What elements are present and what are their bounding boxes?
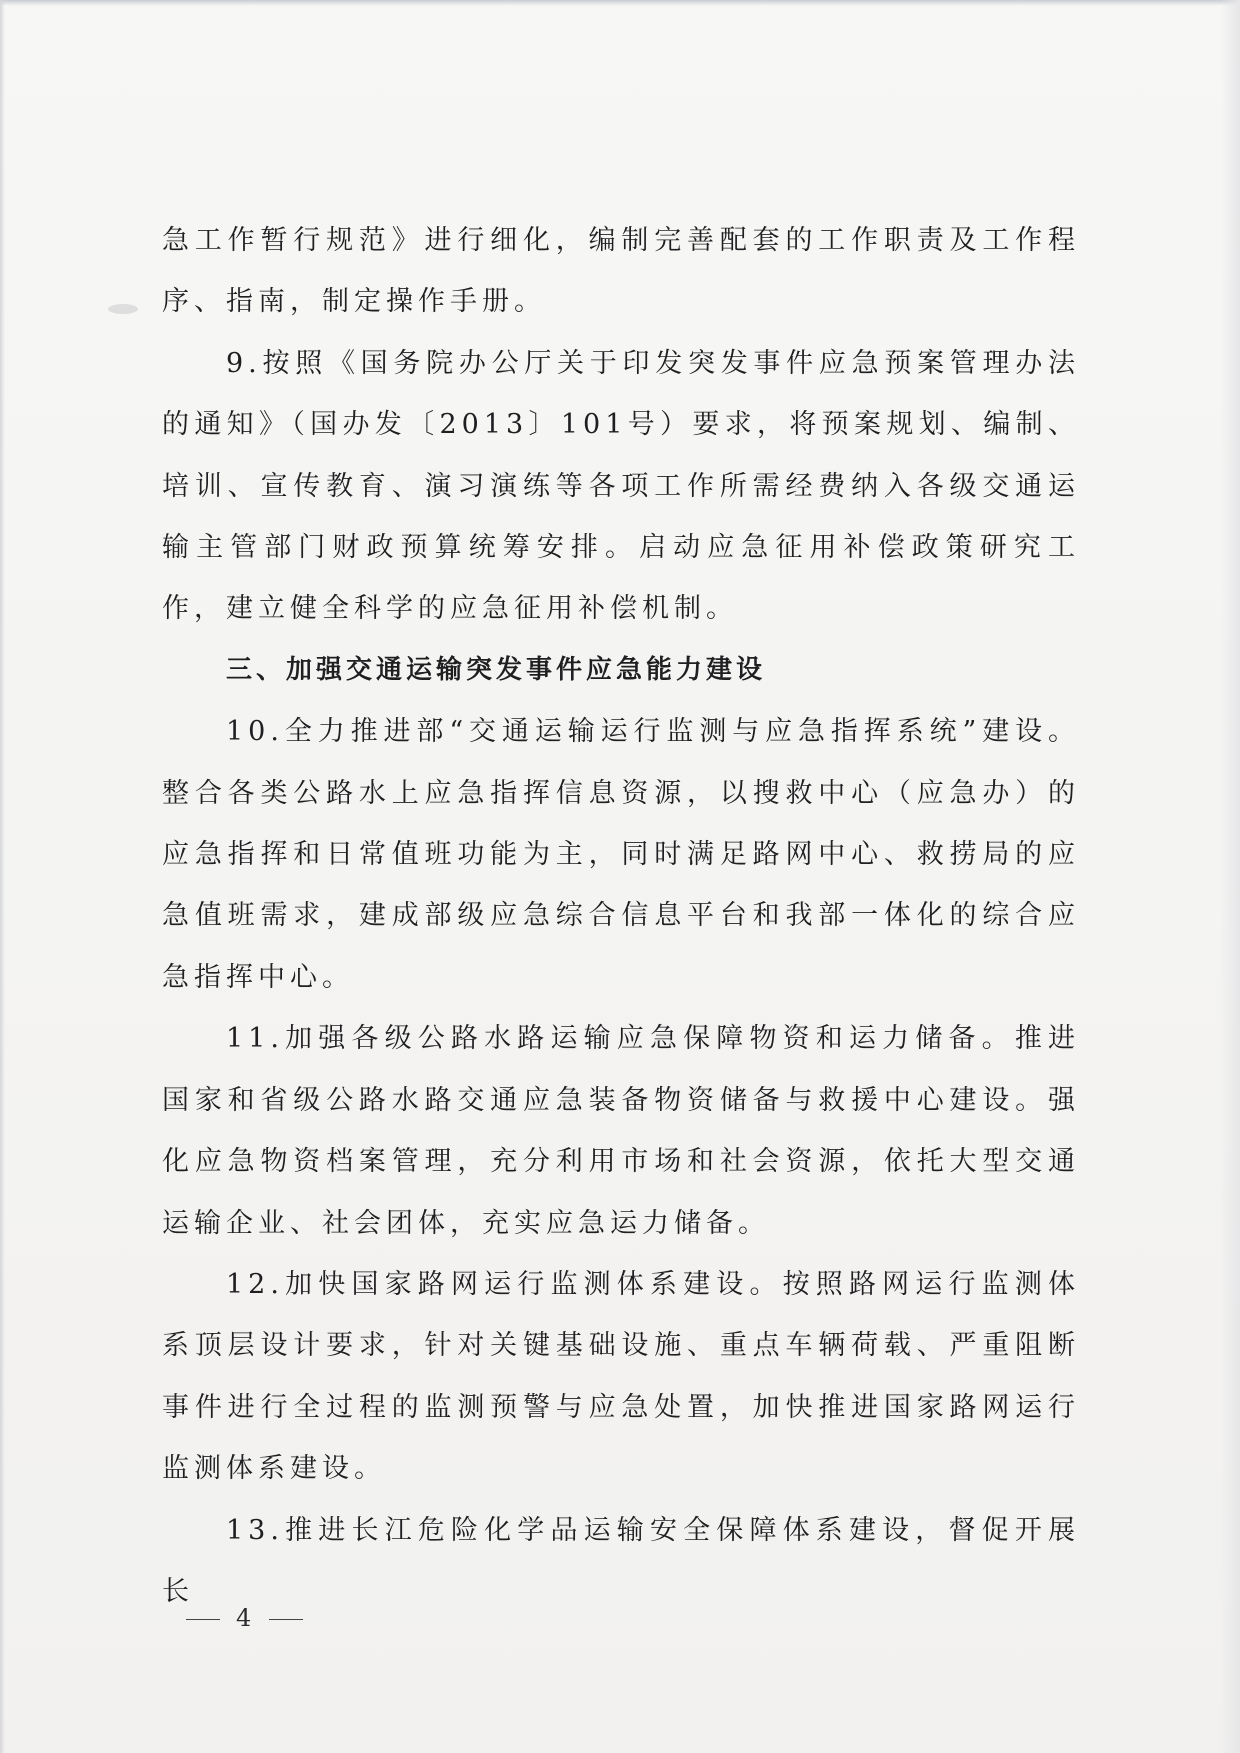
- scan-edge-top: [0, 0, 1240, 6]
- page-number: 4: [236, 1604, 254, 1632]
- paragraph-item-13: 13.推进长江危险化学品运输安全保障体系建设，督促开展长: [162, 1514, 1080, 1607]
- page-number-dash-right: [269, 1619, 303, 1620]
- paragraph-item-12: 12.加快国家路网运行监测体系建设。按照路网运行监测体系顶层设计要求，针对关键基础设施、重点车辆荷载、严重阻断事件进行全过程的监测预警与应急处置，加快推进国家路网运行监测体系建设。: [162, 1268, 1080, 1485]
- document-body: [162, 210, 1080, 1622]
- paragraph-item-11: 11.加强各级公路水路运输应急保障物资和运力储备。推进国家和省级公路水路交通应急装备物资储备与救援中心建设。强化应急物资档案管理，充分利用市场和社会资源，依托大型交通运输企业、社会团体，充实应急运力储备。: [162, 1023, 1080, 1239]
- paragraph-item-9: 9.按照《国务院办公厅关于印发突发事件应急预案管理办法的通知》（国办发〔2013〕101号）要求，将预案规划、编制、培训、宣传教育、演习演练等各项工作所需经费纳入各级交通运输主管部门财政预算统筹安排。启动应急征用补偿政策研究工作，建立健全科学的应急征用补偿机制。: [162, 347, 1080, 625]
- scan-edge-right: [1220, 0, 1240, 1753]
- page-footer: [186, 1604, 326, 1632]
- paragraph-item-10: 10.全力推进部“交通运输运行监测与应急指挥系统”建设。整合各类公路水上应急指挥信息资源，以搜救中心（应急办）的应急指挥和日常值班功能为主，同时满足路网中心、救捞局的应急值班需求，建成部级应急综合信息平台和我部一体化的综合应急指挥中心。: [162, 716, 1080, 993]
- page-number-dash-left: [186, 1619, 220, 1620]
- section-heading-3: 三、加强交通运输突发事件应急能力建设: [226, 654, 767, 685]
- scan-smudge: [108, 304, 138, 314]
- scan-edge-left: [0, 0, 5, 1753]
- paragraph-continuation: 急工作暂行规范》进行细化，编制完善配套的工作职责及工作程序、指南，制定操作手册。: [162, 225, 1080, 318]
